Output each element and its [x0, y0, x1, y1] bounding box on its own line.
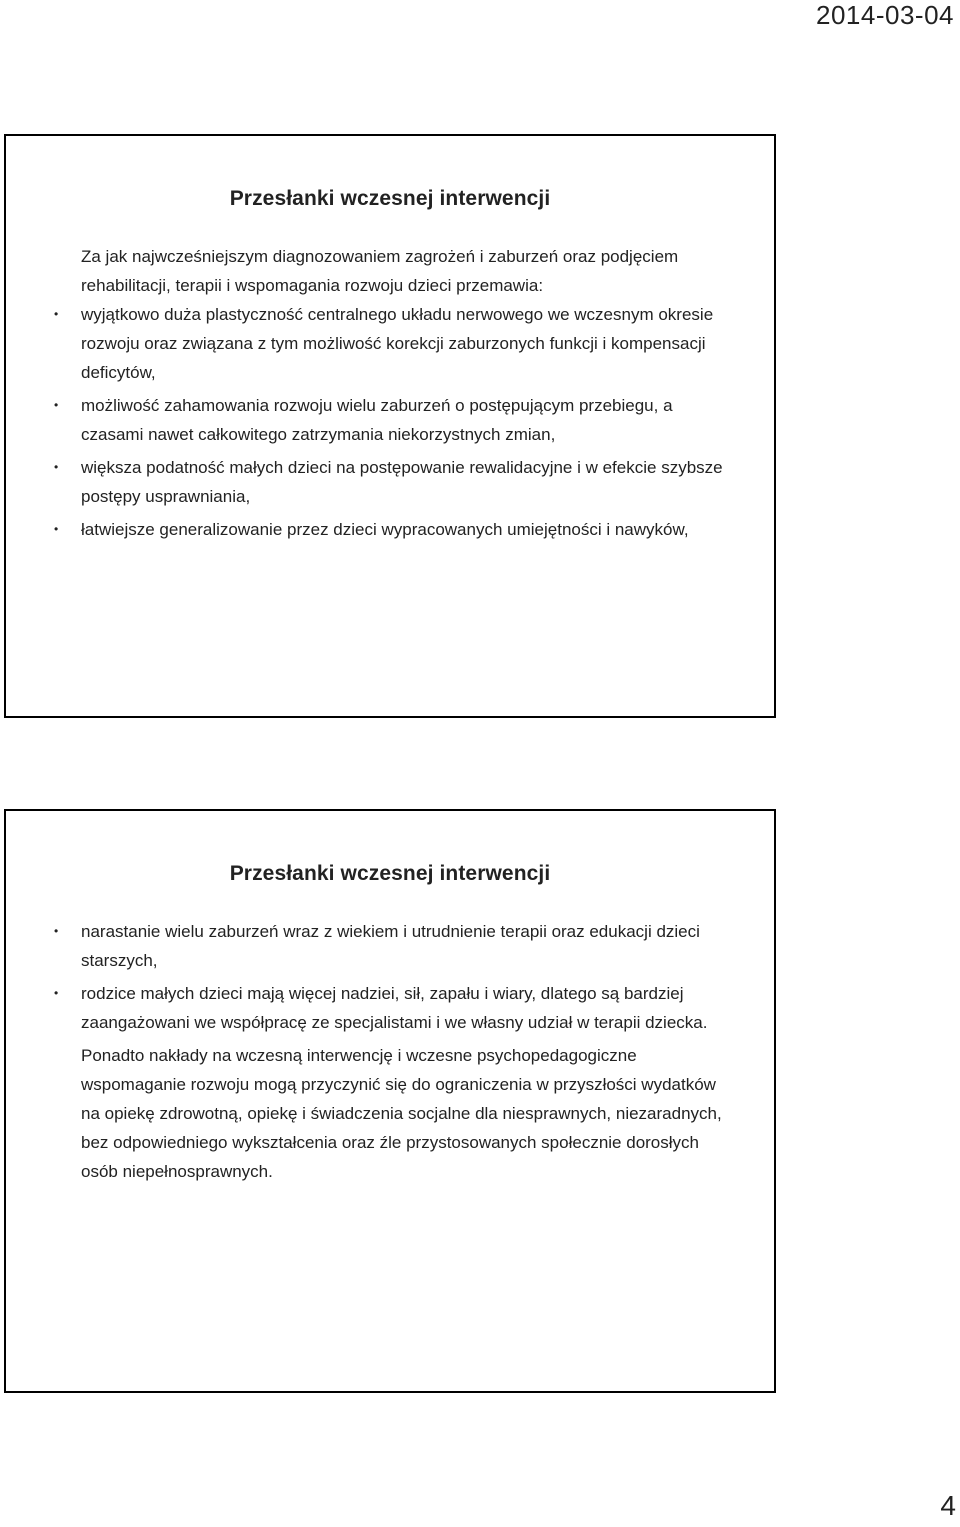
slide-title: Przesłanki wczesnej interwencji: [229, 862, 551, 885]
bullet-dot-icon: •: [54, 924, 59, 938]
bullet-dot-icon: •: [54, 522, 59, 536]
list-item-text: wyjątkowo duża plastyczność centralnego układu nerwowego we wczesnym okresie rozwoju oraz związana z tym możliwość korekcji zaburzonych funkcji i kompensacji deficytów,: [81, 305, 714, 382]
slide-2: [4, 809, 776, 1393]
list-item: [54, 391, 731, 449]
list-item: [54, 979, 731, 1037]
bullet-list: [54, 300, 731, 544]
list-item: [54, 453, 731, 511]
closing-paragraph: Ponadto nakłady na wczesną interwencję i wczesne psychopedagogiczne wspomaganie rozwoju mogą przyczynić się do ograniczenia w przyszłości wydatków na opiekę zdrowotną, opiekę i świadczenia socjalne dla niesprawnych, niezaradnych, bez odpowiedniego wykształcenia oraz źle przystosowanych społecznie dorosłych osób niepełnosprawnych.: [81, 1046, 722, 1181]
bullet-dot-icon: •: [54, 986, 59, 1000]
intro-paragraph: Za jak najwcześniejszym diagnozowaniem zagrożeń i zaburzeń oraz podjęciem rehabilitacji, terapii i wspomagania rozwoju dzieci przemawia:: [81, 247, 679, 295]
slide-title: Przesłanki wczesnej interwencji: [229, 187, 551, 210]
slide-body: [54, 242, 731, 546]
list-item: [54, 917, 731, 975]
list-item-text: łatwiejsze generalizowanie przez dzieci wypracowanych umiejętności i nawyków,: [81, 520, 689, 539]
list-item: [54, 300, 731, 387]
list-item-text: rodzice małych dzieci mają więcej nadziei, sił, zapału i wiary, dlatego są bardziej zaangażowani we współpracę ze specjalistami i we własny udział w terapii dziecka.: [81, 984, 708, 1032]
slide-body: [54, 917, 731, 1186]
slide-1: [4, 134, 776, 718]
list-item-text: większa podatność małych dzieci na postępowanie rewalidacyjne i w efekcie szybsze postępy usprawniania,: [81, 458, 723, 506]
bullet-dot-icon: •: [54, 460, 59, 474]
list-item-text: możliwość zahamowania rozwoju wielu zaburzeń o postępującym przebiegu, a czasami nawet całkowitego zatrzymania niekorzystnych zmian,: [81, 396, 673, 444]
bullet-dot-icon: •: [54, 307, 59, 321]
bullet-dot-icon: •: [54, 398, 59, 412]
list-item: [54, 515, 731, 544]
list-item-text: narastanie wielu zaburzeń wraz z wiekiem i utrudnienie terapii oraz edukacji dzieci starszych,: [81, 922, 700, 970]
page-number: 4: [940, 1490, 956, 1521]
bullet-list: [54, 917, 731, 1037]
page-date: 2014-03-04: [816, 0, 954, 30]
